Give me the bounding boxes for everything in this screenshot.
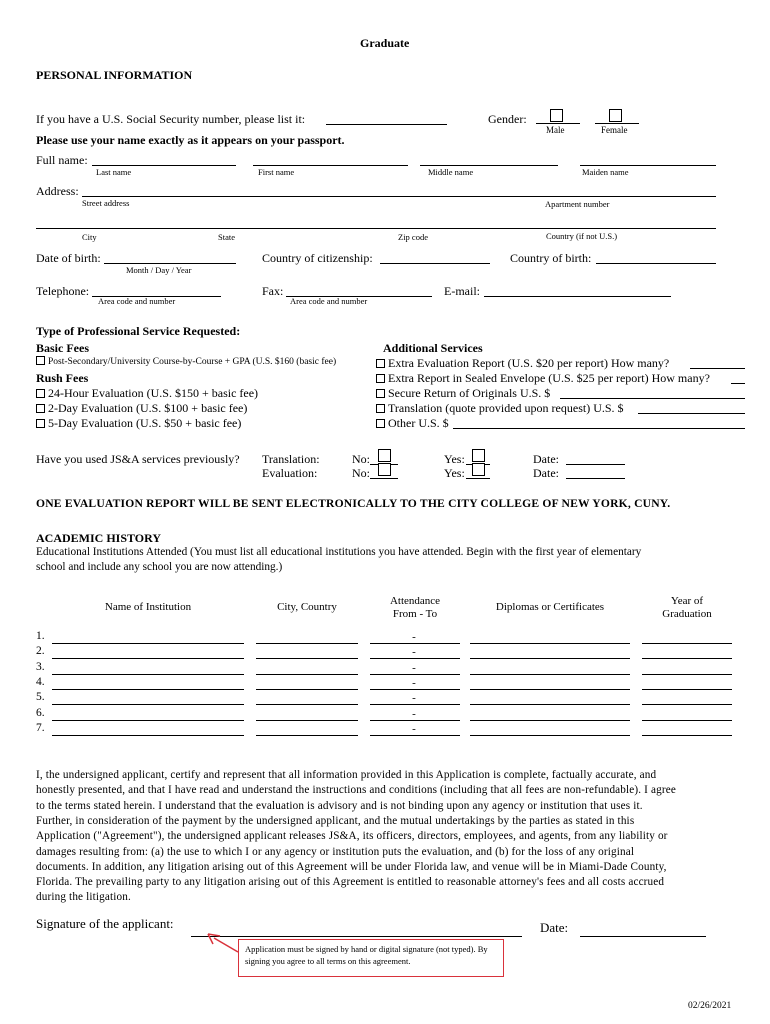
graduation-year-field[interactable] <box>642 674 732 675</box>
dob-label: Date of birth: <box>36 251 101 265</box>
translation-date-label: Date: <box>533 452 559 466</box>
sealed-envelope-label: Extra Report in Sealed Envelope (U.S. $25 per report) How many? <box>388 371 710 385</box>
maiden-name-field[interactable] <box>580 165 716 166</box>
academic-instruction-line2: school and include any school you are now attending.) <box>36 561 283 573</box>
academic-instruction-line1: Educational Institutions Attended (You must list all educational institutions you have attended. Begin with the first year of elementary <box>36 546 642 558</box>
female-underline <box>595 123 639 124</box>
gender-label: Gender: <box>488 112 527 126</box>
diplomas-field[interactable] <box>470 689 630 690</box>
attendance-field[interactable] <box>370 674 460 675</box>
basic-fee-label: Post-Secondary/University Course-by-Course + GPA (U.S. $160 (basic fee) <box>48 357 337 367</box>
evaluation-no-checkbox[interactable] <box>378 463 391 476</box>
previous-question: Have you used JS&A services previously? <box>36 452 240 466</box>
apartment-caption: Apartment number <box>545 199 610 209</box>
secure-return-amount-field[interactable] <box>560 398 745 399</box>
translation-amount-field[interactable] <box>638 413 745 414</box>
signature-label: Signature of the applicant: <box>36 916 174 931</box>
evaluation-yes-label: Yes: <box>444 466 465 480</box>
graduation-year-field[interactable] <box>642 689 732 690</box>
city-country-field[interactable] <box>256 735 358 736</box>
additional-services-heading: Additional Services <box>383 341 483 355</box>
row-number: 2. <box>36 645 45 658</box>
fax-caption: Area code and number <box>290 296 368 306</box>
evaluation-date-label: Date: <box>533 466 559 480</box>
other-label: Other U.S. $ <box>388 416 449 430</box>
attendance-field[interactable] <box>370 720 460 721</box>
city-country-field[interactable] <box>256 674 358 675</box>
other-checkbox[interactable] <box>376 419 385 428</box>
translation-checkbox[interactable] <box>376 404 385 413</box>
telephone-label: Telephone: <box>36 284 90 298</box>
row-number: 1. <box>36 630 45 642</box>
first-name-field[interactable] <box>253 165 408 166</box>
email-label: E-mail: <box>444 284 480 298</box>
basic-fees-heading: Basic Fees <box>36 341 89 355</box>
attendance-field[interactable] <box>370 735 460 736</box>
diplomas-field[interactable] <box>470 658 630 659</box>
fullname-label: Full name: <box>36 153 88 167</box>
male-label: Male <box>546 125 565 135</box>
electronic-report-notice: ONE EVALUATION REPORT WILL BE SENT ELECTRONICALLY TO THE CITY COLLEGE OF NEW YORK, CUNY. <box>36 497 671 510</box>
certification-line: Florida. The prevailing party to any litigation arising out of this Agreement is entitled to reasonable attorney's fees and all costs accrued <box>36 876 665 889</box>
diplomas-field[interactable] <box>470 735 630 736</box>
rush-2day-checkbox[interactable] <box>36 404 45 413</box>
certification-line: damages resulting from: (a) the use to which I or any agency or institution puts the evaluation, and (b) for the loss of any original <box>36 845 635 858</box>
attendance-dash: - <box>412 692 416 705</box>
col-city-header: City, Country <box>277 601 337 613</box>
evaluation-date-field[interactable] <box>566 478 625 479</box>
graduation-year-field[interactable] <box>642 643 732 644</box>
evaluation-no-label: No: <box>352 466 370 480</box>
certification-line: during the litigation. <box>36 891 131 904</box>
ssn-field[interactable] <box>326 124 447 125</box>
graduation-year-field[interactable] <box>642 735 732 736</box>
telephone-caption: Area code and number <box>98 296 176 306</box>
attendance-field[interactable] <box>370 658 460 659</box>
ssn-label: If you have a U.S. Social Security number, please list it: <box>36 112 306 126</box>
diplomas-field[interactable] <box>470 674 630 675</box>
zip-caption: Zip code <box>398 232 428 242</box>
col-diplomas-header: Diplomas or Certificates <box>495 601 605 613</box>
additional-option-sealed[interactable] <box>376 371 710 386</box>
col-attendance-header-2: From - To <box>392 608 438 620</box>
rush-24h-label: 24-Hour Evaluation (U.S. $150 + basic fee) <box>48 386 259 400</box>
female-label: Female <box>601 125 628 135</box>
middle-name-field[interactable] <box>420 165 558 166</box>
attendance-field[interactable] <box>370 689 460 690</box>
attendance-field[interactable] <box>370 643 460 644</box>
translation-date-field[interactable] <box>566 464 625 465</box>
maiden-name-caption: Maiden name <box>582 167 629 177</box>
col-year-header-1: Year of <box>670 595 704 607</box>
translation-yes-label: Yes: <box>444 452 465 466</box>
evaluation-yes-underline <box>466 478 490 479</box>
last-name-field[interactable] <box>92 165 236 166</box>
attendance-dash: - <box>412 661 416 674</box>
signature-date-label: Date: <box>540 920 569 935</box>
diplomas-field[interactable] <box>470 643 630 644</box>
city-country-field[interactable] <box>256 720 358 721</box>
state-caption: State <box>218 232 235 242</box>
street-address-field[interactable] <box>82 196 716 197</box>
city-country-field[interactable] <box>256 689 358 690</box>
city-country-field[interactable] <box>256 704 358 705</box>
sealed-envelope-checkbox[interactable] <box>376 374 385 383</box>
middle-name-caption: Middle name <box>428 167 474 177</box>
passport-instruction: Please use your name exactly as it appears on your passport. <box>36 133 345 147</box>
sealed-count-field[interactable] <box>731 383 745 384</box>
last-name-caption: Last name <box>96 167 132 177</box>
signature-callout: Application must be signed by hand or digital signature (not typed). By signing you agree to all terms on this agreement. <box>238 939 504 977</box>
female-checkbox[interactable] <box>609 109 622 122</box>
email-field[interactable] <box>484 296 671 297</box>
callout-arrow-icon <box>200 930 242 958</box>
academic-history-heading: ACADEMIC HISTORY <box>36 531 162 545</box>
translation-yes-checkbox[interactable] <box>472 449 485 462</box>
male-underline <box>536 123 580 124</box>
rush-5day-checkbox[interactable] <box>36 419 45 428</box>
translation-no-checkbox[interactable] <box>378 449 391 462</box>
personal-info-heading: PERSONAL INFORMATION <box>36 68 193 82</box>
institution-name-field[interactable] <box>52 643 244 644</box>
additional-option-translation[interactable] <box>376 401 624 416</box>
evaluation-row-label: Evaluation: <box>262 466 318 480</box>
dob-field[interactable] <box>104 263 236 264</box>
graduation-year-field[interactable] <box>642 704 732 705</box>
attendance-field[interactable] <box>370 704 460 705</box>
citizenship-field[interactable] <box>380 263 490 264</box>
extra-report-checkbox[interactable] <box>376 359 385 368</box>
city-caption: City <box>82 232 97 242</box>
first-name-caption: First name <box>258 167 295 177</box>
attendance-dash: - <box>412 631 416 643</box>
rush-option-24h[interactable] <box>36 386 258 401</box>
basic-fee-option[interactable] <box>36 356 336 367</box>
extra-report-label: Extra Evaluation Report (U.S. $20 per report) How many? <box>388 356 670 370</box>
institution-name-field[interactable] <box>52 720 244 721</box>
graduation-year-field[interactable] <box>642 720 732 721</box>
certification-line: Application ("Agreement"), the undersigned applicant releases JS&A, its officers, directors, employees, and agents, from any liability or <box>36 830 668 843</box>
birth-country-label: Country of birth: <box>510 251 592 265</box>
translation-label: Translation (quote provided upon request) U.S. $ <box>388 401 624 415</box>
signature-date-field[interactable] <box>580 936 706 937</box>
fax-label: Fax: <box>262 284 284 298</box>
other-amount-field[interactable] <box>453 428 745 429</box>
city-state-zip-field[interactable] <box>36 228 716 229</box>
certification-line: honestly presented, and that I have read and understand the instructions and conditions (including that all fees are non-refundable). I agree <box>36 784 676 797</box>
street-caption: Street address <box>82 198 130 208</box>
secure-return-checkbox[interactable] <box>376 389 385 398</box>
male-checkbox[interactable] <box>550 109 563 122</box>
rush-24h-checkbox[interactable] <box>36 389 45 398</box>
certification-line: documents. In addition, any litigation arising out of this Agreement will be under Florida law, and venue will be in Miami-Dade County, <box>36 860 667 873</box>
evaluation-no-underline <box>370 478 398 479</box>
col-attendance-header-1: Attendance <box>389 595 441 607</box>
extra-report-count-field[interactable] <box>690 368 745 369</box>
row-number: 7. <box>36 721 45 734</box>
certification-line: Further, in consideration of the payment by the undersigned applicant, and the mutual undertakings by the parties as stated in this <box>36 814 635 827</box>
basic-fee-checkbox[interactable] <box>36 356 45 365</box>
certification-line: to the terms stated herein. I understand that the evaluation is advisory and is not binding upon any agency or institution that uses it. <box>36 799 643 812</box>
service-heading: Type of Professional Service Requested: <box>36 324 241 338</box>
additional-option-extra-report[interactable] <box>376 356 669 371</box>
col-year-header-2: Graduation <box>662 608 712 620</box>
birth-country-field[interactable] <box>596 263 716 264</box>
rush-fees-heading: Rush Fees <box>36 371 89 385</box>
city-country-field[interactable] <box>256 658 358 659</box>
institution-name-field[interactable] <box>52 735 244 736</box>
graduation-year-field[interactable] <box>642 658 732 659</box>
rush-2day-label: 2-Day Evaluation (U.S. $100 + basic fee) <box>48 401 248 415</box>
translation-row-label: Translation: <box>262 452 320 466</box>
revision-date: 02/26/2021 <box>688 1001 732 1011</box>
rush-option-5day[interactable] <box>36 416 241 431</box>
attendance-dash: - <box>412 722 416 735</box>
diplomas-field[interactable] <box>470 720 630 721</box>
rush-option-2day[interactable] <box>36 401 247 416</box>
attendance-dash: - <box>412 646 416 659</box>
attendance-dash: - <box>412 707 416 720</box>
row-number: 3. <box>36 660 45 673</box>
citizenship-label: Country of citizenship: <box>262 251 373 265</box>
country-caption: Country (if not U.S.) <box>546 231 618 241</box>
city-country-field[interactable] <box>256 643 358 644</box>
institution-name-field[interactable] <box>52 674 244 675</box>
additional-option-secure-return[interactable] <box>376 386 550 401</box>
attendance-dash: - <box>412 676 416 689</box>
address-label: Address: <box>36 184 79 198</box>
certification-line: I, the undersigned applicant, certify and represent that all information provided in this Application is complete, factually accurate, and <box>36 769 657 781</box>
institution-name-field[interactable] <box>52 658 244 659</box>
row-number: 4. <box>36 675 45 688</box>
form-title: Graduate <box>360 36 410 50</box>
row-number: 6. <box>36 706 45 719</box>
translation-no-label: No: <box>352 452 370 466</box>
diplomas-field[interactable] <box>470 704 630 705</box>
institution-name-field[interactable] <box>52 704 244 705</box>
additional-option-other[interactable] <box>376 416 449 431</box>
col-institution-header: Name of Institution <box>104 601 192 613</box>
rush-5day-label: 5-Day Evaluation (U.S. $50 + basic fee) <box>48 416 242 430</box>
institution-name-field[interactable] <box>52 689 244 690</box>
secure-return-label: Secure Return of Originals U.S. $ <box>388 386 551 400</box>
dob-format-caption: Month / Day / Year <box>126 265 192 275</box>
row-number: 5. <box>36 691 45 704</box>
evaluation-yes-checkbox[interactable] <box>472 463 485 476</box>
